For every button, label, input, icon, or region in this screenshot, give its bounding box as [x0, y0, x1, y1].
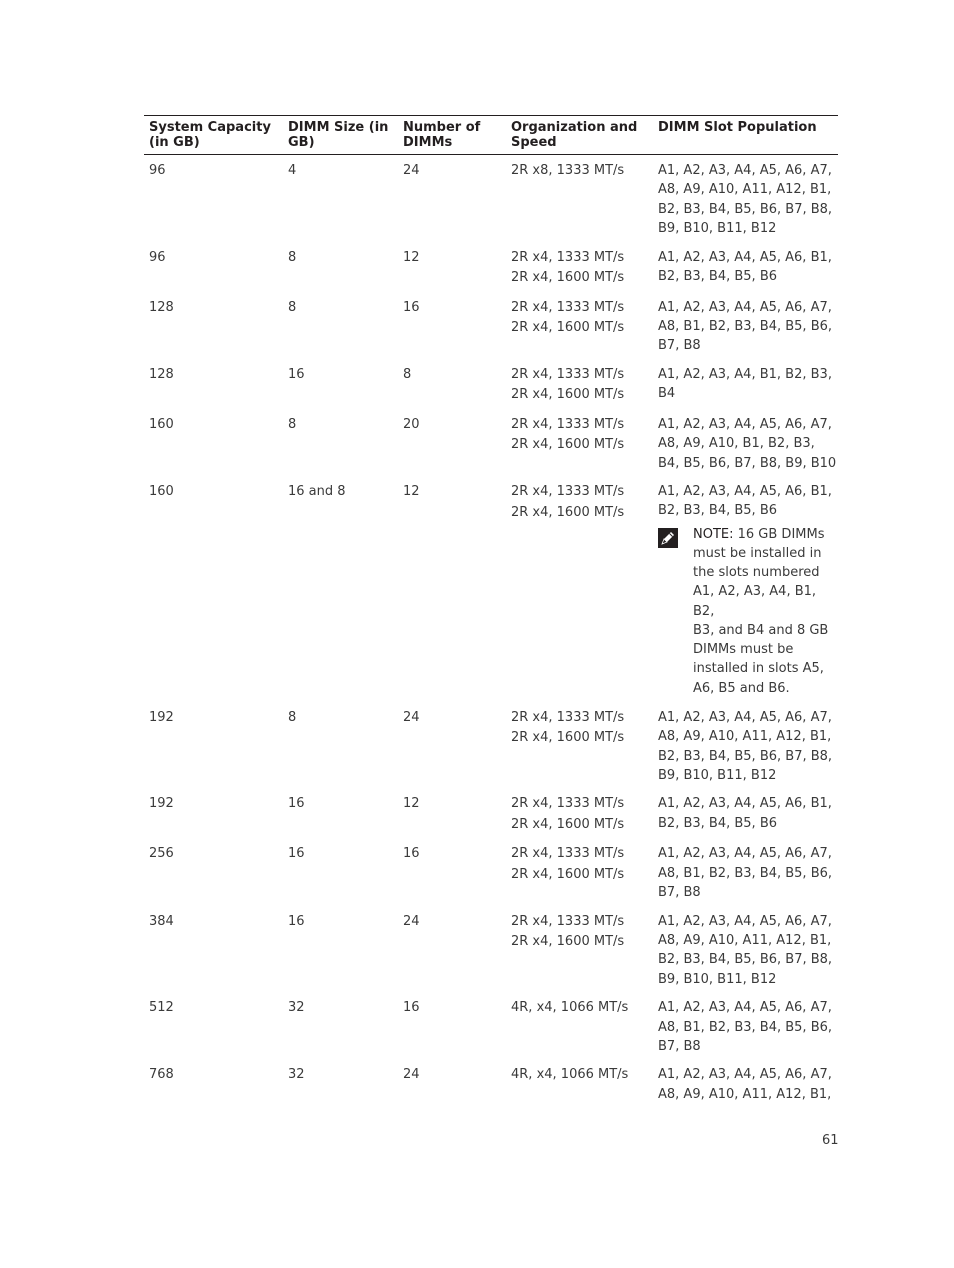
cell-system-capacity: 128	[149, 366, 174, 382]
slot-population-line: A8, A9, A10, A11, A12, B1,	[658, 932, 832, 948]
cell-slot-population	[653, 998, 838, 1056]
header-label-line: DIMM Slot Population	[658, 120, 817, 135]
cell-number-of-dimms: 8	[403, 366, 412, 382]
organization-speed-line: 2R x4, 1600 MT/s	[511, 866, 625, 882]
organization-speed-line: 2R x4, 1333 MT/s	[511, 249, 625, 265]
header-number-of-dimms	[398, 120, 506, 150]
organization-speed-line: 2R x4, 1600 MT/s	[511, 816, 625, 832]
row-spacer	[144, 835, 838, 839]
note-line	[693, 525, 838, 544]
cell-organization-speed	[506, 365, 653, 406]
slot-population-line: A1, A2, A3, A4, B1, B2, B3,	[658, 366, 832, 382]
cell-organization-speed	[506, 415, 653, 473]
organization-speed-line: 2R x4, 1600 MT/s	[511, 504, 625, 520]
cell-number-of-dimms: 24	[403, 709, 420, 725]
slot-population-line: B9, B10, B11, B12	[658, 767, 777, 783]
cell-system-capacity: 192	[149, 796, 174, 812]
header-label-line: Speed	[511, 135, 557, 150]
cell-dimm-size: 16	[288, 366, 305, 382]
header-label-line: DIMMs	[403, 135, 453, 150]
cell-slot-population	[653, 415, 838, 473]
table-row	[144, 794, 838, 835]
cell-number-of-dimms: 24	[403, 163, 420, 178]
table-header-row	[144, 116, 838, 154]
organization-speed-line: 2R x4, 1600 MT/s	[511, 730, 625, 746]
organization-speed-line: 2R x4, 1600 MT/s	[511, 320, 625, 336]
cell-slot-population	[653, 794, 838, 835]
slot-population-line: A1, A2, A3, A4, A5, A6, A7,	[658, 299, 832, 315]
organization-speed-line: 2R x4, 1600 MT/s	[511, 934, 625, 950]
slot-population-line: A1, A2, A3, A4, A5, A6, A7,	[658, 846, 832, 862]
note-label: NOTE:	[693, 526, 734, 542]
organization-speed-line: 2R x4, 1333 MT/s	[511, 913, 625, 929]
cell-slot-population	[653, 844, 838, 902]
note-line: installed in slots A5,	[693, 661, 824, 677]
cell-organization-speed	[506, 708, 653, 786]
slot-population-line: A8, A9, A10, B1, B2, B3,	[658, 436, 815, 452]
cell-dimm-size: 8	[288, 299, 297, 315]
cell-number-of-dimms: 20	[403, 416, 420, 432]
row-spacer	[144, 239, 838, 243]
note-text	[693, 525, 838, 698]
slot-population-line: A1, A2, A3, A4, A5, A6, A7,	[658, 709, 832, 725]
cell-organization-speed	[506, 844, 653, 902]
note-callout	[658, 525, 838, 698]
header-label-line: Number of	[403, 120, 481, 135]
table-body	[144, 161, 838, 1108]
cell-organization-speed	[506, 248, 653, 289]
slot-population-line: A1, A2, A3, A4, A5, A6, A7,	[658, 416, 832, 432]
header-label-line: (in GB)	[149, 135, 200, 150]
note-line: must be installed in	[693, 546, 822, 562]
cell-system-capacity: 160	[149, 416, 174, 432]
organization-speed-line: 4R, x4, 1066 MT/s	[511, 1067, 629, 1083]
slot-population-line: B2, B3, B4, B5, B6	[658, 815, 778, 831]
slot-population-line: A8, A9, A10, A11, A12, B1,	[658, 729, 832, 745]
cell-slot-population	[653, 708, 838, 786]
cell-slot-population	[653, 912, 838, 990]
cell-slot-population	[653, 482, 838, 698]
cell-dimm-size: 16	[288, 796, 305, 812]
slot-population-line: B2, B3, B4, B5, B6, B7, B8,	[658, 201, 833, 217]
cell-number-of-dimms: 24	[403, 913, 420, 929]
cell-organization-speed	[506, 298, 653, 356]
cell-number-of-dimms: 12	[403, 796, 420, 812]
cell-number-of-dimms: 12	[403, 484, 420, 500]
page-number: 61	[822, 1133, 839, 1148]
note-line-text: 16 GB DIMMs	[733, 526, 825, 542]
slot-population-line: A8, B1, B2, B3, B4, B5, B6,	[658, 1019, 833, 1035]
row-spacer	[144, 406, 838, 410]
slot-population-line: A8, B1, B2, B3, B4, B5, B6,	[658, 865, 833, 881]
cell-dimm-size: 32	[288, 1000, 305, 1016]
header-label-line: System Capacity	[149, 120, 271, 135]
organization-speed-line: 2R x4, 1600 MT/s	[511, 437, 625, 453]
table-row	[144, 1065, 838, 1104]
header-label-line: DIMM Size (in	[288, 120, 389, 135]
slot-population-line: B4, B5, B6, B7, B8, B9, B10	[658, 455, 837, 471]
slot-population-line: B2, B3, B4, B5, B6, B7, B8,	[658, 748, 833, 764]
slot-population-line: B7, B8	[658, 338, 701, 354]
cell-system-capacity: 96	[149, 163, 166, 178]
cell-system-capacity: 512	[149, 1000, 174, 1016]
note-line: B3, and B4 and 8 GB	[693, 622, 829, 638]
note-line: the slots numbered	[693, 565, 820, 581]
header-system-capacity	[144, 120, 283, 150]
row-spacer	[144, 356, 838, 360]
cell-dimm-size: 32	[288, 1067, 305, 1083]
slot-population-line: B7, B8	[658, 885, 701, 901]
cell-slot-population	[653, 365, 838, 406]
cell-organization-speed	[506, 161, 653, 239]
organization-speed-line: 2R x4, 1333 MT/s	[511, 709, 625, 725]
cell-system-capacity: 768	[149, 1067, 174, 1083]
cell-dimm-size: 16	[288, 913, 305, 929]
table-row	[144, 482, 838, 698]
slot-population-line: A1, A2, A3, A4, A5, A6, A7,	[658, 163, 832, 178]
cell-number-of-dimms: 12	[403, 249, 420, 265]
dimm-population-table	[144, 115, 838, 1108]
cell-slot-population	[653, 1065, 838, 1104]
header-label-line: Organization and	[511, 120, 638, 135]
cell-dimm-size: 8	[288, 416, 297, 432]
table-row	[144, 161, 838, 239]
organization-speed-line: 2R x4, 1333 MT/s	[511, 416, 625, 432]
cell-dimm-size: 8	[288, 249, 297, 265]
table-row	[144, 844, 838, 902]
cell-organization-speed	[506, 794, 653, 835]
note-line: DIMMs must be	[693, 642, 794, 658]
cell-system-capacity: 96	[149, 249, 166, 265]
row-spacer	[144, 903, 838, 907]
slot-population-line: A1, A2, A3, A4, A5, A6, A7,	[658, 1000, 832, 1016]
cell-number-of-dimms: 16	[403, 846, 420, 862]
slot-population-line: A1, A2, A3, A4, A5, A6, A7,	[658, 1067, 832, 1083]
table-row	[144, 708, 838, 786]
table-row	[144, 912, 838, 990]
table-row	[144, 365, 838, 406]
slot-population-line: A1, A2, A3, A4, A5, A6, B1,	[658, 796, 832, 812]
slot-population-line: B2, B3, B4, B5, B6	[658, 269, 778, 285]
cell-slot-population	[653, 248, 838, 289]
organization-speed-line: 2R x8, 1333 MT/s	[511, 163, 625, 178]
cell-system-capacity: 384	[149, 913, 174, 929]
slot-population-line: B2, B3, B4, B5, B6	[658, 503, 778, 519]
row-spacer	[144, 473, 838, 477]
slot-population-line: A8, B1, B2, B3, B4, B5, B6,	[658, 319, 833, 335]
slot-population-line: A1, A2, A3, A4, A5, A6, A7,	[658, 913, 832, 929]
cell-dimm-size: 8	[288, 709, 297, 725]
slot-population-line: A1, A2, A3, A4, A5, A6, B1,	[658, 249, 832, 265]
cell-dimm-size: 16	[288, 846, 305, 862]
row-spacer	[144, 289, 838, 293]
slot-population-line: A1, A2, A3, A4, A5, A6, B1,	[658, 484, 832, 500]
cell-organization-speed	[506, 998, 653, 1056]
cell-dimm-size: 16 and 8	[288, 484, 346, 500]
cell-slot-population	[653, 298, 838, 356]
table-row	[144, 998, 838, 1056]
cell-number-of-dimms: 16	[403, 1000, 420, 1016]
cell-system-capacity: 128	[149, 299, 174, 315]
organization-speed-line: 2R x4, 1333 MT/s	[511, 796, 625, 812]
cell-slot-population	[653, 161, 838, 239]
organization-speed-line: 2R x4, 1333 MT/s	[511, 846, 625, 862]
organization-speed-line: 2R x4, 1333 MT/s	[511, 366, 625, 382]
organization-speed-line: 2R x4, 1600 MT/s	[511, 387, 625, 403]
cell-dimm-size: 4	[288, 163, 297, 178]
slot-population-line: B7, B8	[658, 1038, 701, 1054]
cell-organization-speed	[506, 912, 653, 990]
cell-number-of-dimms: 16	[403, 299, 420, 315]
table-header-rule	[144, 154, 838, 155]
row-spacer	[144, 989, 838, 993]
slot-population-line: A8, A9, A10, A11, A12, B1,	[658, 1086, 832, 1102]
cell-system-capacity: 160	[149, 484, 174, 500]
cell-organization-speed	[506, 1065, 653, 1104]
row-spacer	[144, 1056, 838, 1060]
header-organization-and-speed	[506, 120, 653, 150]
row-spacer	[144, 1104, 838, 1108]
header-dimm-size	[283, 120, 398, 150]
slot-population-line: B4	[658, 386, 676, 402]
table-row	[144, 298, 838, 356]
slot-population-line: B2, B3, B4, B5, B6, B7, B8,	[658, 952, 833, 968]
cell-number-of-dimms: 24	[403, 1067, 420, 1083]
note-pencil-icon	[658, 528, 678, 548]
cell-system-capacity: 192	[149, 709, 174, 725]
organization-speed-line: 4R, x4, 1066 MT/s	[511, 1000, 629, 1016]
row-spacer	[144, 698, 838, 702]
table-row	[144, 415, 838, 473]
slot-population-line: B9, B10, B11, B12	[658, 971, 777, 987]
organization-speed-line: 2R x4, 1333 MT/s	[511, 484, 625, 500]
table-row	[144, 248, 838, 289]
row-spacer	[144, 785, 838, 789]
cell-system-capacity: 256	[149, 846, 174, 862]
header-dimm-slot-population	[653, 120, 838, 150]
slot-population-line: B9, B10, B11, B12	[658, 221, 777, 237]
organization-speed-line: 2R x4, 1600 MT/s	[511, 270, 625, 286]
cell-organization-speed	[506, 482, 653, 698]
note-line: A1, A2, A3, A4, B1, B2,	[693, 584, 817, 619]
note-line: A6, B5 and B6.	[693, 680, 790, 696]
slot-population-line: A8, A9, A10, A11, A12, B1,	[658, 182, 832, 198]
organization-speed-line: 2R x4, 1333 MT/s	[511, 299, 625, 315]
header-label-line: GB)	[288, 135, 315, 150]
